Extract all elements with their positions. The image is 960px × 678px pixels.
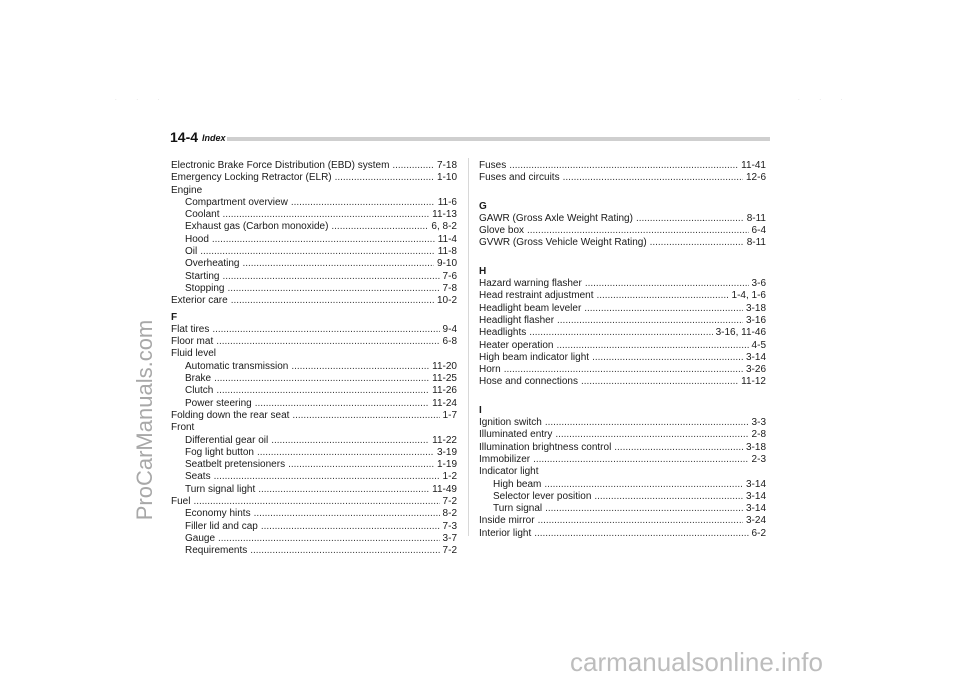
- index-entry: [479, 340, 766, 352]
- dot-leader: [584, 303, 743, 315]
- index-column-right: [479, 160, 766, 540]
- index-subentry: [171, 283, 457, 295]
- index-entry: [479, 376, 766, 388]
- section-gap: [479, 250, 766, 262]
- entry-term: Illuminated entry: [479, 429, 553, 441]
- section-letter: I: [479, 404, 482, 416]
- dot-leader: [581, 376, 738, 388]
- section-gap: [479, 185, 766, 197]
- entry-page-ref: 8-2: [442, 508, 457, 520]
- entry-page-ref: 7-2: [442, 545, 457, 557]
- entry-term: Interior light: [479, 527, 532, 539]
- dot-leader: [291, 361, 429, 373]
- entry-page-ref: 11-41: [741, 160, 766, 171]
- dot-leader: [218, 533, 440, 545]
- index-entry: [171, 324, 457, 336]
- index-subentry: [171, 373, 457, 385]
- dot-leader: [216, 385, 429, 397]
- entry-page-ref: 3-14: [745, 351, 766, 363]
- entry-page-ref: 11-6: [437, 196, 457, 208]
- index-entry: [479, 315, 766, 327]
- entry-page-ref: 11-4: [437, 233, 457, 245]
- entry-term: Fog light button: [185, 446, 254, 458]
- entry-term: Head restraint adjustment: [479, 290, 594, 302]
- dot-leader: [212, 324, 439, 336]
- index-entry: [479, 364, 766, 376]
- index-subentry: [171, 361, 457, 373]
- dot-leader: [222, 209, 429, 221]
- entry-page-ref: 1-4, 1-6: [731, 290, 766, 302]
- entry-term: Requirements: [185, 545, 248, 557]
- dot-leader: [242, 258, 434, 270]
- entry-page-ref: 4-5: [751, 339, 766, 351]
- entry-term: Flat tires: [171, 323, 210, 335]
- entry-page-ref: 11-22: [432, 434, 457, 446]
- entry-page-ref: 10-2: [436, 295, 457, 307]
- entry-page-ref: 12-6: [745, 172, 766, 184]
- dot-leader: [214, 373, 429, 385]
- entry-term: Economy hints: [185, 508, 251, 520]
- entry-page-ref: 6-2: [751, 527, 766, 539]
- entry-page-ref: 7-8: [442, 282, 457, 294]
- entry-page-ref: 11-12: [741, 376, 766, 388]
- entry-term: Illumination brightness control: [479, 441, 612, 453]
- index-subentry: [171, 398, 457, 410]
- entry-term: Oil: [185, 246, 198, 258]
- entry-page-ref: 3-14: [745, 490, 766, 502]
- dot-leader: [557, 340, 749, 352]
- dot-leader: [335, 172, 434, 184]
- dot-leader: [527, 225, 749, 237]
- column-divider: [468, 158, 469, 536]
- index-subentry: [171, 459, 457, 471]
- dot-leader: [592, 352, 743, 364]
- entry-term: High beam indicator light: [479, 351, 590, 363]
- entry-term: Overheating: [185, 258, 240, 270]
- section-letter: F: [171, 311, 178, 323]
- index-entry: [479, 454, 766, 466]
- entry-page-ref: 3-7: [442, 532, 457, 544]
- dot-leader: [291, 197, 435, 209]
- page-title: Index: [202, 133, 226, 143]
- crop-mark-left: . . .: [115, 96, 169, 102]
- entry-term: Filler lid and cap: [185, 520, 258, 532]
- section-gap: [479, 389, 766, 401]
- entry-page-ref: 3-18: [745, 302, 766, 314]
- entry-term: Glove box: [479, 225, 525, 237]
- entry-page-ref: 3-19: [436, 446, 457, 458]
- index-entry: [171, 496, 457, 508]
- dot-leader: [222, 271, 439, 283]
- dot-leader: [193, 496, 439, 508]
- entry-term: Automatic transmission: [185, 360, 289, 372]
- dot-leader: [214, 471, 440, 483]
- entry-term: Heater operation: [479, 339, 554, 351]
- dot-leader: [650, 237, 744, 249]
- index-heading: Indicator light: [479, 466, 539, 478]
- dot-leader: [331, 221, 428, 233]
- dot-leader: [557, 315, 743, 327]
- index-entry: [171, 295, 457, 307]
- index-subentry: [171, 447, 457, 459]
- entry-page-ref: 6, 8-2: [431, 221, 457, 233]
- dot-leader: [200, 246, 434, 258]
- entry-page-ref: 1-2: [442, 471, 457, 483]
- entry-term: Selector lever position: [493, 490, 592, 502]
- index-entry: [479, 213, 766, 225]
- entry-page-ref: 1-19: [436, 459, 457, 471]
- index-entry: [171, 336, 457, 348]
- entry-page-ref: 6-8: [442, 336, 457, 348]
- entry-page-ref: 11-8: [437, 246, 457, 258]
- entry-term: Electronic Brake Force Distribution (EBD) system: [171, 160, 390, 171]
- entry-page-ref: 8-11: [746, 237, 766, 249]
- entry-page-ref: 9-4: [442, 323, 457, 335]
- entry-term: Fuses and circuits: [479, 172, 560, 184]
- entry-term: Folding down the rear seat: [171, 409, 290, 421]
- dot-leader: [563, 172, 743, 184]
- entry-page-ref: 3-16: [745, 314, 766, 326]
- index-entry: [479, 290, 766, 302]
- entry-term: Fuses: [479, 160, 507, 171]
- entry-page-ref: 7-2: [442, 496, 457, 508]
- index-subentry: [479, 503, 766, 515]
- entry-term: Power steering: [185, 397, 252, 409]
- entry-page-ref: 3-6: [751, 278, 766, 290]
- entry-page-ref: 6-4: [751, 225, 766, 237]
- dot-leader: [231, 295, 434, 307]
- entry-term: High beam: [493, 478, 542, 490]
- watermark-procarmanuals: ProCarManuals.com: [132, 319, 157, 521]
- entry-term: Clutch: [185, 385, 214, 397]
- section-letter: G: [479, 200, 487, 212]
- index-subentry: [171, 545, 457, 557]
- dot-leader: [392, 160, 434, 172]
- dot-leader: [544, 479, 743, 491]
- entry-page-ref: 1-10: [436, 172, 457, 184]
- entry-term: Fuel: [171, 496, 191, 508]
- entry-term: Headlights: [479, 327, 527, 339]
- entry-term: Exhaust gas (Carbon monoxide): [185, 221, 329, 233]
- watermark-carmanualsonline: carmanualsonline.info: [570, 647, 823, 677]
- entry-page-ref: 7-6: [442, 270, 457, 282]
- entry-term: Headlight beam leveler: [479, 302, 582, 314]
- index-subentry: [479, 479, 766, 491]
- entry-term: Seats: [185, 471, 211, 483]
- index-subentry: [171, 521, 457, 533]
- entry-page-ref: 11-49: [432, 483, 457, 495]
- entry-page-ref: 3-16, 11-46: [715, 327, 766, 339]
- entry-page-ref: 2-8: [751, 429, 766, 441]
- index-subentry: [171, 209, 457, 221]
- dot-leader: [227, 283, 439, 295]
- index-heading: Engine: [171, 184, 203, 196]
- index-entry: [479, 303, 766, 315]
- index-entry: [479, 172, 766, 184]
- index-entry: [171, 172, 457, 184]
- entry-term: Gauge: [185, 532, 216, 544]
- index-subentry: [479, 491, 766, 503]
- index-subentry: [171, 471, 457, 483]
- dot-leader: [597, 290, 729, 302]
- dot-leader: [585, 278, 749, 290]
- index-entry: [171, 160, 457, 172]
- dot-leader: [292, 410, 439, 422]
- entry-term: Hose and connections: [479, 376, 578, 388]
- index-subentry: [171, 508, 457, 520]
- entry-term: Brake: [185, 373, 212, 385]
- index-entry: [479, 237, 766, 249]
- entry-term: Hood: [185, 233, 209, 245]
- dot-leader: [261, 521, 440, 533]
- dot-leader: [258, 484, 429, 496]
- index-entry: [479, 515, 766, 527]
- dot-leader: [257, 447, 434, 459]
- entry-term: Turn signal: [493, 503, 543, 515]
- index-entry: [479, 442, 766, 454]
- entry-page-ref: 7-3: [442, 520, 457, 532]
- entry-term: Exterior care: [171, 295, 228, 307]
- index-subentry: [171, 484, 457, 496]
- index-subentry: [171, 246, 457, 258]
- dot-leader: [255, 398, 429, 410]
- entry-term: Emergency Locking Retractor (ELR): [171, 172, 332, 184]
- dot-leader: [545, 503, 743, 515]
- dot-leader: [636, 213, 744, 225]
- index-entry: [479, 160, 766, 172]
- dot-leader: [504, 364, 743, 376]
- index-heading: Front: [171, 422, 195, 434]
- entry-term: Compartment overview: [185, 196, 288, 208]
- index-heading: Fluid level: [171, 348, 217, 360]
- section-letter: H: [479, 265, 487, 277]
- index-entry: [479, 278, 766, 290]
- index-column-left: [171, 160, 457, 558]
- entry-page-ref: 3-26: [745, 364, 766, 376]
- dot-leader: [555, 429, 748, 441]
- entry-page-ref: 11-25: [432, 373, 457, 385]
- index-subentry: [171, 533, 457, 545]
- index-subentry: [171, 271, 457, 283]
- index-entry: [479, 352, 766, 364]
- dot-leader: [288, 459, 434, 471]
- entry-page-ref: 1-7: [442, 409, 457, 421]
- dot-leader: [594, 491, 743, 503]
- entry-term: Differential gear oil: [185, 434, 269, 446]
- index-subentry: [171, 221, 457, 233]
- index-entry: [479, 417, 766, 429]
- index-entry: [479, 528, 766, 540]
- entry-term: GAWR (Gross Axle Weight Rating): [479, 212, 633, 224]
- index-entry: [479, 429, 766, 441]
- entry-term: GVWR (Gross Vehicle Weight Rating): [479, 237, 647, 249]
- dot-leader: [534, 528, 748, 540]
- dot-leader: [216, 336, 439, 348]
- index-subentry: [171, 197, 457, 209]
- entry-page-ref: 8-11: [746, 212, 766, 224]
- entry-term: Seatbelt pretensioners: [185, 459, 286, 471]
- dot-leader: [271, 435, 429, 447]
- entry-term: Immobilizer: [479, 453, 531, 465]
- dot-leader: [529, 327, 712, 339]
- entry-term: Turn signal light: [185, 483, 256, 495]
- index-entry: [479, 225, 766, 237]
- dot-leader: [254, 508, 440, 520]
- index-subentry: [171, 385, 457, 397]
- entry-term: Floor mat: [171, 336, 214, 348]
- page-header: [170, 128, 770, 146]
- entry-term: Inside mirror: [479, 515, 535, 527]
- entry-page-ref: 11-26: [432, 385, 457, 397]
- entry-term: Starting: [185, 270, 220, 282]
- entry-term: Stopping: [185, 282, 225, 294]
- entry-page-ref: 3-18: [745, 441, 766, 453]
- dot-leader: [538, 515, 743, 527]
- entry-page-ref: 3-14: [745, 478, 766, 490]
- dot-leader: [545, 417, 749, 429]
- entry-term: Horn: [479, 364, 501, 376]
- entry-term: Headlight flasher: [479, 314, 555, 326]
- header-rule: [227, 137, 770, 141]
- dot-leader: [509, 160, 738, 172]
- entry-page-ref: 9-10: [436, 258, 457, 270]
- entry-page-ref: 7-18: [436, 160, 457, 171]
- index-subentry: [171, 234, 457, 246]
- dot-leader: [533, 454, 748, 466]
- index-entry: [479, 327, 766, 339]
- dot-leader: [614, 442, 743, 454]
- entry-page-ref: 3-3: [751, 417, 766, 429]
- dot-leader: [212, 234, 435, 246]
- dot-leader: [250, 545, 439, 557]
- entry-page-ref: 11-20: [432, 360, 457, 372]
- crop-mark-right: . . .: [798, 96, 852, 102]
- entry-page-ref: 11-24: [432, 397, 457, 409]
- index-subentry: [171, 258, 457, 270]
- index-subentry: [171, 435, 457, 447]
- entry-term: Coolant: [185, 209, 220, 221]
- entry-page-ref: 2-3: [751, 453, 766, 465]
- index-entry: [171, 410, 457, 422]
- entry-term: Hazard warning flasher: [479, 278, 582, 290]
- entry-page-ref: 3-24: [745, 515, 766, 527]
- page-number: 14-4: [170, 129, 199, 145]
- entry-page-ref: 11-13: [432, 209, 457, 221]
- entry-page-ref: 3-14: [745, 503, 766, 515]
- entry-term: Ignition switch: [479, 417, 542, 429]
